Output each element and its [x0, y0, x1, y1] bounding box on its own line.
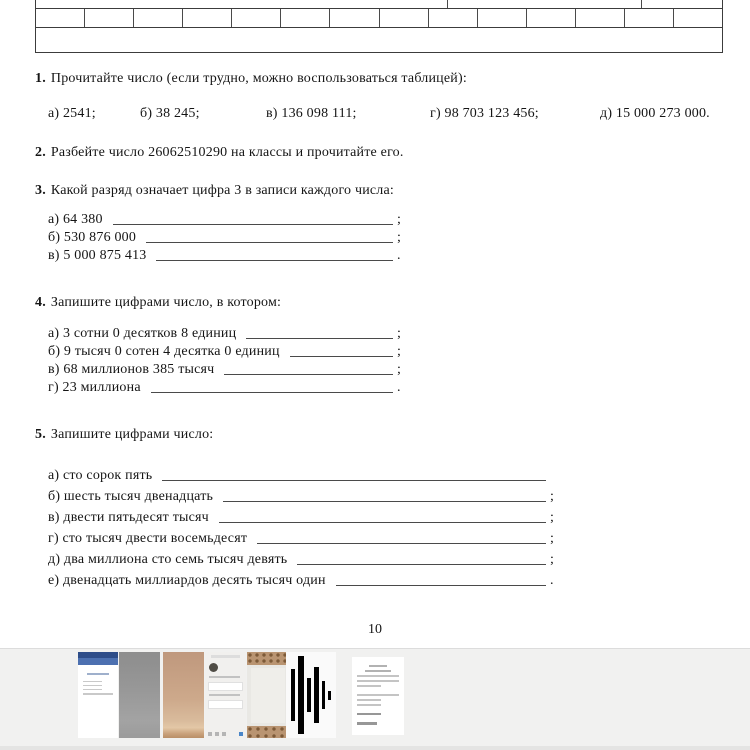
answer-line: е) двенадцать миллиардов десять тысяч один . [48, 573, 554, 588]
audio-waveform-icon[interactable] [286, 652, 336, 738]
paper-sheet [251, 668, 285, 723]
table-digit-cells [35, 8, 723, 28]
answer-line: д) два миллиона сто семь тысяч девять ; [48, 552, 555, 567]
answer-blank [336, 585, 546, 586]
exercise-3-number: 3. [35, 183, 46, 198]
answer-blank [224, 374, 393, 375]
social-subheader-bar [78, 658, 118, 665]
exercise-5-items [48, 463, 558, 589]
exercise-4-title: 4. Запишите цифрами число, в котором: [35, 295, 282, 310]
thumbnail-gray-texture[interactable] [119, 652, 160, 738]
exercise-4-number: 4. [35, 295, 46, 310]
answer-line: в) 5 000 875 413 . [48, 248, 401, 263]
answer-line: г) сто тысяч двести восемьдесят ; [48, 531, 555, 546]
thumbnail-chat-screenshot[interactable] [205, 652, 246, 738]
exercise-2-title: 2. Разбейте число 26062510290 на классы и прочитайте его. [35, 145, 404, 160]
answer-line: а) сто сорок пять [48, 463, 558, 484]
answer-line: г) 23 миллиона . [48, 380, 401, 395]
answer-blank [151, 392, 393, 393]
answer-blank [290, 356, 393, 357]
thumbnail-strip [0, 648, 750, 750]
answer-line: в) 68 миллионов 385 тысяч ; [48, 362, 402, 377]
answer-line: б) 9 тысяч 0 сотен 4 десятка 0 единиц ; [48, 344, 402, 359]
answer-blank [297, 564, 546, 565]
thumbnail-paper-photo[interactable] [247, 652, 289, 738]
exercise-1-title: 1. Прочитайте число (если трудно, можно воспользоваться таблицей): [35, 71, 467, 86]
place-value-table [35, 0, 723, 53]
thumbnail-beige-texture[interactable] [163, 652, 204, 738]
table-empty-row [35, 28, 723, 53]
chat-avatar [209, 663, 218, 672]
exercise-1-number: 1. [35, 71, 46, 86]
exercise-3-title: 3. Какой разряд означает цифра 3 в записи каждого числа: [35, 183, 394, 198]
page-number: 10 [368, 622, 382, 637]
wood-edge-top [247, 652, 289, 665]
answer-line: в) двести пятьдесят тысяч ; [48, 510, 555, 525]
answer-blank [113, 224, 393, 225]
thumbnail-social-screenshot[interactable] [78, 652, 118, 738]
exercise-5-number: 5. [35, 427, 46, 442]
table-cut-row [35, 0, 723, 8]
exercise-1-option-g: г) 98 703 123 456; [430, 106, 539, 121]
thumbnail-document-scan[interactable] [352, 657, 404, 735]
answer-line: б) 530 876 000 ; [48, 230, 402, 245]
exercise-1-option-v: в) 136 098 111; [266, 106, 357, 121]
answer-line: а) 64 380 ; [48, 212, 402, 227]
exercise-5-title: 5. Запишите цифрами число: [35, 427, 214, 442]
answer-line: б) шесть тысяч двенадцать ; [48, 489, 555, 504]
exercise-4-items [48, 324, 405, 396]
wood-edge-bottom [247, 726, 289, 738]
exercise-1-option-a: а) 2541; [48, 106, 96, 121]
answer-line: а) 3 сотни 0 десятков 8 единиц ; [48, 326, 402, 341]
answer-blank [219, 522, 546, 523]
exercise-3-items [48, 210, 405, 264]
exercise-2-number: 2. [35, 145, 46, 160]
answer-blank [223, 501, 546, 502]
answer-blank [146, 242, 393, 243]
answer-blank [257, 543, 546, 544]
exercise-1-option-d: д) 15 000 273 000. [600, 106, 710, 121]
answer-blank [156, 260, 393, 261]
exercise-1-option-b: б) 38 245; [140, 106, 200, 121]
answer-blank [246, 338, 393, 339]
answer-blank [162, 480, 546, 481]
